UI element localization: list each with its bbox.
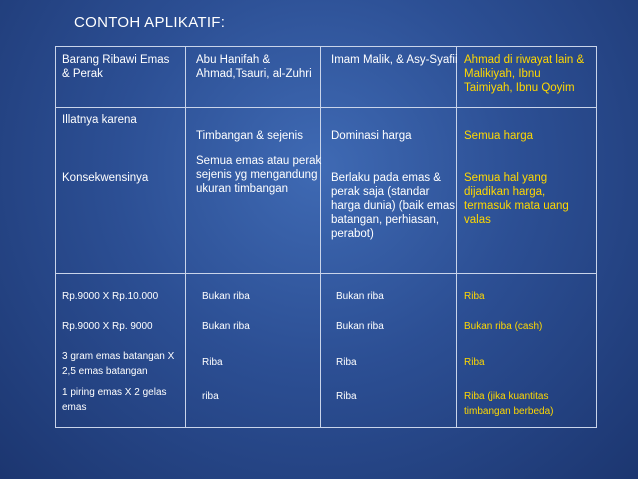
example-imam-malik: Riba — [336, 357, 357, 368]
example-imam-malik: Bukan riba — [336, 321, 384, 332]
header-imam-malik: Imam Malik, & Asy-Syafii — [331, 54, 458, 66]
example-imam-malik: Riba — [336, 391, 357, 402]
example-ahmad-riwayat-lain: Riba (jika kuantitas timbangan berbeda) — [464, 391, 554, 417]
illat-label: Illatnya karena — [62, 114, 137, 126]
example-abu-hanifah: Bukan riba — [202, 291, 250, 302]
example-abu-hanifah: Bukan riba — [202, 321, 250, 332]
header-barang-ribawi: Barang Ribawi Emas & Perak — [62, 54, 170, 80]
example-ahmad-riwayat-lain: Riba — [464, 357, 485, 368]
konsekwensi-ahmad-riwayat-lain: Semua hal yang dijadikan harga, termasuk mata uang valas — [464, 172, 569, 226]
example-imam-malik: Bukan riba — [336, 291, 384, 302]
comparison-table — [55, 46, 597, 428]
example-abu-hanifah: riba — [202, 391, 219, 402]
illat-imam-malik: Dominasi harga — [331, 130, 412, 142]
konsekwensi-imam-malik: Berlaku pada emas & perak saja (standar harga dunia) (baik emas batangan, perhiasan, perabot) — [331, 172, 456, 240]
konsekwensi-label: Konsekwensinya — [62, 172, 149, 184]
slide-title: CONTOH APLIKATIF: — [74, 14, 226, 31]
example-case: 1 piring emas X 2 gelas emas — [62, 387, 167, 413]
example-ahmad-riwayat-lain: Bukan riba (cash) — [464, 321, 543, 332]
example-case: Rp.9000 X Rp. 9000 — [62, 321, 153, 332]
illat-ahmad-riwayat-lain: Semua harga — [464, 130, 534, 142]
example-case: 3 gram emas batangan X 2,5 emas batangan — [62, 351, 175, 377]
illat-abu-hanifah: Timbangan & sejenis — [196, 130, 303, 142]
example-case: Rp.9000 X Rp.10.000 — [62, 291, 159, 302]
example-ahmad-riwayat-lain: Riba — [464, 291, 485, 302]
header-ahmad-riwayat-lain: Ahmad di riwayat lain & Malikiyah, Ibnu Taimiyah, Ibnu Qoyim — [464, 54, 585, 94]
column-divider — [320, 47, 321, 427]
konsekwensi-abu-hanifah: Semua emas atau perak sejenis yg mengandung ukuran timbangan — [196, 155, 322, 195]
example-abu-hanifah: Riba — [202, 357, 223, 368]
header-abu-hanifah: Abu Hanifah & Ahmad,Tsauri, al-Zuhri — [196, 54, 312, 80]
section-divider — [56, 273, 596, 274]
